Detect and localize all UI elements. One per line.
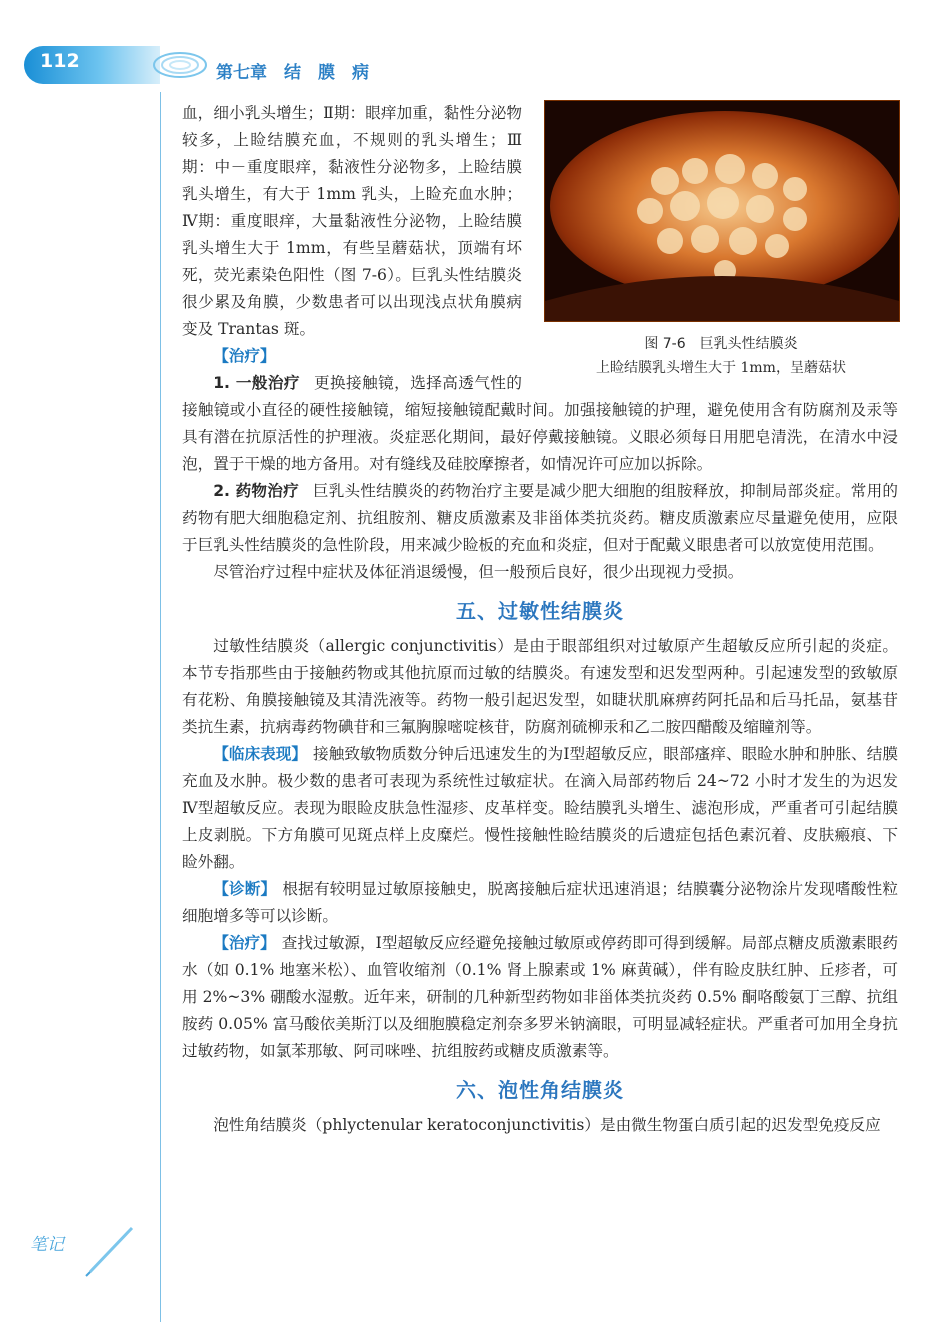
paragraph-phlyctenular: 泡性角结膜炎（phlyctenular keratoconjunctivitis）是由微生物蛋白质引起的迟发型免疫反应: [213, 1116, 881, 1134]
clinical-tag: 【临床表现】: [213, 745, 308, 763]
paragraph-prognosis: 尽管治疗过程中症状及体征消退缓慢，但一般预后良好，很少出现视力受损。: [213, 563, 744, 581]
figure-caption: [544, 332, 898, 380]
diagnosis-tag: 【诊断】: [213, 880, 277, 898]
swirl-logo-icon: [150, 40, 210, 90]
chapter-title: 第七章 结 膜 病: [216, 63, 369, 83]
figure-caption-title: 图 7-6 巨乳头性结膜炎: [644, 336, 798, 352]
notes-label: 笔记: [30, 1235, 64, 1255]
paragraph-drug-treatment: [182, 478, 898, 559]
paragraph-general-treatment: [182, 370, 898, 478]
page-number: 112: [40, 50, 80, 72]
paragraph-clinical: [182, 741, 898, 876]
paragraph-stages: 血，细小乳头增生；Ⅱ期：眼痒加重，黏性分泌物较多，上睑结膜充血，不规则的乳头增生；Ⅲ期：中－重度眼痒，黏液性分泌物多，上睑结膜乳头增生，有大于 1mm 乳头，上睑充血水肿；Ⅳ期：重度眼痒，大量黏液性分泌物，上睑结膜乳头增生大于 1mm，有些呈蘑菇状，顶端有坏死，荧光素染色阳性（图 7-6）。巨乳头性结膜炎很少累及角膜，少数患者可以出现浅点状角膜病变及 Trantas 斑。: [182, 104, 522, 338]
figure-7-6: [544, 100, 898, 380]
diagnosis-text: 根据有较明显过敏原接触史，脱离接触后症状迅速消退；结膜囊分泌物涂片发现嗜酸性粒细胞增多等可以诊断。: [182, 880, 898, 925]
drug-treatment-heading: 2. 药物治疗: [213, 482, 299, 500]
page-body: [182, 100, 898, 1139]
section-title-allergic: 五、过敏性结膜炎: [456, 599, 624, 623]
conjunctiva-photo: [544, 100, 900, 322]
section-title-phlyctenular: 六、泡性角结膜炎: [456, 1078, 624, 1102]
drug-treatment-text: 巨乳头性结膜炎的药物治疗主要是减少肥大细胞的组胺释放，抑制局部炎症。常用的药物有肥大细胞稳定剂、抗组胺剂、糖皮质激素及非甾体类抗炎药。糖皮质激素应尽量避免使用，应限于巨乳头性结膜炎的急性阶段，用来减少睑板的充血和炎症，但对于配戴义眼患者可以放宽使用范围。: [182, 482, 898, 554]
paragraph-diagnosis: [182, 876, 898, 930]
paragraph-allergic-intro: 过敏性结膜炎（allergic conjunctivitis）是由于眼部组织对过敏原产生超敏反应所引起的炎症。本节专指那些由于接触药物或其他抗原而过敏的结膜炎。有速发型和迟发型两种。引起速发型的致敏原有花粉、角膜接触镜及其清洗液等。药物一般引起迟发型，如睫状肌麻痹药阿托品和后马托品，氨基苷类抗生素，抗病毒药物碘苷和三氟胸腺嘧啶核苷，防腐剂硫柳汞和乙二胺四醋酸及缩瞳剂等。: [182, 637, 898, 736]
margin-rule: [160, 92, 161, 1322]
treatment2-tag: 【治疗】: [213, 934, 276, 952]
paragraph-treatment-allergic: [182, 930, 898, 1065]
general-treatment-heading: 1. 一般治疗: [213, 374, 300, 392]
general-treatment-text: 更换接触镜，选择高透气性的接触镜或小直径的硬性接触镜，缩短接触镜配戴时间。加强接触镜的护理，避免使用含有防腐剂及汞等具有潜在抗原活性的护理液。炎症恶化期间，最好停戴接触镜。义眼必须每日用肥皂清洗，在清水中浸泡，置于干燥的地方备用。对有缝线及硅胶摩擦者，如情况许可应加以拆除。: [182, 374, 898, 473]
treatment2-text: 查找过敏源，Ⅰ型超敏反应经避免接触过敏原或停药即可得到缓解。局部点糖皮质激素眼药水（如 0.1% 地塞米松）、血管收缩剂（0.1% 肾上腺素或 1% 麻黄碱），伴有睑皮肤红肿、丘疹者，可用 2%~3% 硼酸水湿敷。近年来，研制的几种新型药物如非甾体类抗炎药 0.5% 酮咯酸氨丁三醇、抗组胺药 0.05% 富马酸依美斯汀以及细胞膜稳定剂奈多罗米钠滴眼，可明显减轻症状。严重者可加用全身抗过敏药物，如氯苯那敏、阿司咪唑、抗组胺药或糖皮质激素等。: [182, 934, 898, 1060]
clinical-text: 接触致敏物质数分钟后迅速发生的为Ⅰ型超敏反应，眼部瘙痒、眼睑水肿和肿胀、结膜充血及水肿。极少数的患者可表现为系统性过敏症状。在滴入局部药物后 24~72 小时才发生的为迟发Ⅳ型超敏反应。表现为眼睑皮肤急性湿疹、皮革样变。睑结膜乳头增生、滤泡形成，严重者可引起结膜上皮剥脱。下方角膜可见斑点样上皮糜烂。慢性接触性睑结膜炎的后遗症包括色素沉着、皮肤瘢痕、下睑外翻。: [182, 745, 898, 871]
figure-caption-subtitle: 上睑结膜乳头增生大于 1mm，呈蘑菇状: [596, 360, 846, 376]
treatment-tag: 【治疗】: [213, 347, 276, 365]
